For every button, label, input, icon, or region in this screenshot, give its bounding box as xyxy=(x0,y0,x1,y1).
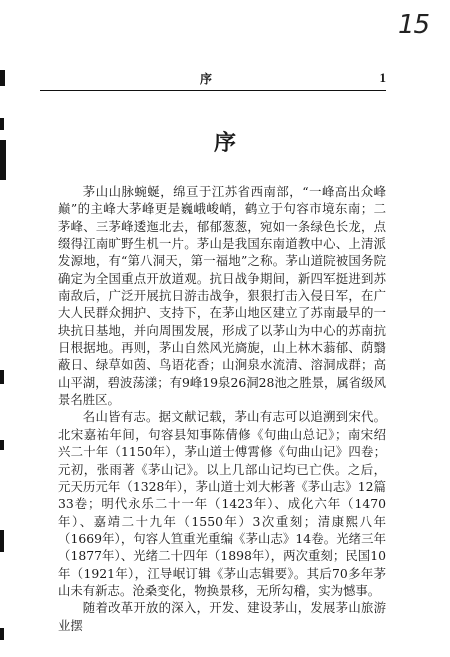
section-title: 序 xyxy=(213,130,236,156)
scan-edge-mark xyxy=(0,530,4,552)
running-header xyxy=(40,68,386,88)
page-number: 1 xyxy=(379,70,386,85)
scan-edge-mark xyxy=(0,370,4,384)
paragraph: 茅山山脉蜿蜒，绵亘于江苏省西南部，“一峰高出众峰巅”的主峰大茅峰更是巍峨峻峭，鹤立于句容市境东南；二茅峰、三茅峰逶迤北去，郁郁葱葱，宛如一条绿色长龙，点缀得江南旷野生机一片。茅山是我国东南道教中心、上清派发源地，有“第八洞天，第一福地”之称。茅山道院被国务院确定为全国重点开放道观。抗日战争期间，新四军挺进到苏南敌后，广泛开展抗日游击战争，狠狠打击入侵日军，在广大人民群众拥护、支持下，在茅山地区建立了苏南最早的一块抗日基地，并向周围发展，形成了以茅山为中心的苏南抗日根据地。再则，茅山自然风光旖旎，山上林木蓊郁、荫翳蔽日、绿草如茵、鸟语花香；山涧泉水流清、溶洞成群；高山平湖，碧波荡漾；有9峰19泉26洞28池之胜景，属省级风景名胜区。 xyxy=(58,184,386,408)
handwritten-page-mark: 15 xyxy=(398,10,430,40)
header-rule xyxy=(40,90,386,91)
scan-edge-mark xyxy=(0,70,5,86)
scan-edge-mark xyxy=(0,628,4,640)
running-header-title: 序 xyxy=(200,72,213,86)
paragraph: 随着改革开放的深入，开发、建设茅山，发展茅山旅游业摆 xyxy=(58,600,386,633)
paragraph: 名山皆有志。据文献记载，茅山有志可以追溯到宋代。北宋嘉祐年间，句容县知事陈倩修《句曲山总记》；南宋绍兴二十年（1150年），茅山道士傅霄修《句曲山记》四卷；元初，张雨著《茅山记》。以上几部山记均已亡佚。之后，元天历元年（1328年），茅山道士刘大彬著《茅山志》12篇33卷；明代永乐二十一年（1423年）、成化六年（1470年）、嘉靖二十九年（1550年）3次重刻；清康熙八年（1669年），句容人笪重光重编《茅山志》14卷。光绪三年（1877年）、光绪二十四年（1898年），两次重刻；民国10年（1921年），江导岷订辑《茅山志辑要》。其后70多年茅山未有新志。沧桑变化，物换景移，无所勾稽，实为憾事。 xyxy=(58,409,386,598)
scan-edge-mark xyxy=(0,440,4,450)
body-text xyxy=(58,183,386,634)
